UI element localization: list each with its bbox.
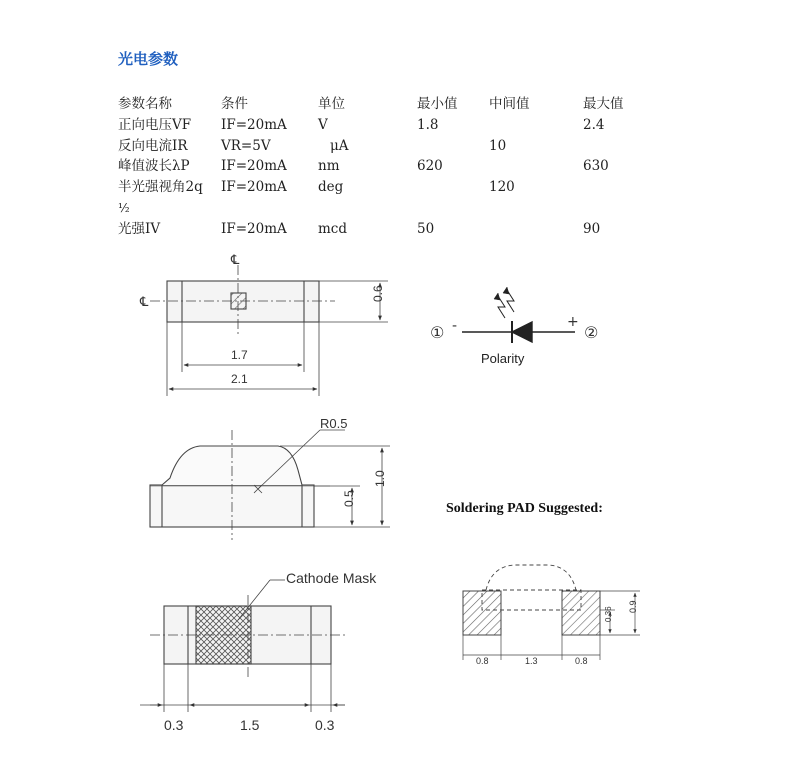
bottom-view-drawing: [140, 580, 345, 712]
header-max: 最大值: [583, 96, 624, 112]
header-min: 最小值: [417, 96, 458, 112]
radius-label: R0.5: [320, 416, 348, 431]
cell-param: 半光强视角2q: [118, 179, 203, 196]
cell-condition: IF=20mA: [221, 158, 287, 175]
cell-param: 光强IV: [118, 220, 161, 237]
centerline-symbol-left: ℄: [140, 294, 149, 309]
cell-param: 峰值波长λP: [118, 158, 190, 175]
plus-sign: +: [567, 314, 579, 330]
cell-unit: deg: [318, 179, 344, 196]
pad-dim-0.36: 0.36: [604, 606, 613, 622]
cell-unit: μA: [330, 137, 349, 154]
cell-typ: 120: [489, 179, 515, 196]
cell-min: 620: [417, 158, 443, 175]
pad-dim-0.9: 0.9: [628, 600, 638, 613]
polarity-label: Polarity: [481, 351, 525, 366]
dim-0.6: 0.6: [371, 285, 385, 302]
minus-sign: -: [452, 318, 458, 334]
cell-unit: V: [318, 116, 328, 133]
header-condition: 条件: [221, 96, 248, 112]
cell-typ: 10: [489, 137, 507, 154]
dim-1.5: 1.5: [240, 717, 260, 733]
pad-dim-1.3: 1.3: [525, 656, 538, 666]
side-view-drawing: [150, 430, 390, 540]
cell-max: 90: [583, 220, 601, 237]
pin2-symbol: ②: [584, 323, 599, 342]
section-title: 光电参数: [118, 50, 179, 68]
dim-1.7: 1.7: [231, 348, 248, 362]
pad-dim-0.8-left: 0.8: [476, 656, 489, 666]
dim-1.0: 1.0: [373, 470, 387, 487]
cell-min: 50: [417, 220, 435, 237]
header-unit: 单位: [318, 96, 345, 112]
cell-condition: IF=20mA: [221, 179, 287, 196]
dim-2.1: 2.1: [231, 372, 248, 386]
cell-min: 1.8: [417, 116, 439, 133]
dim-0.5: 0.5: [342, 490, 356, 507]
soldering-pad-title: Soldering PAD Suggested:: [446, 501, 603, 516]
header-param: 参数名称: [118, 96, 172, 112]
centerline-symbol-top: ℄: [231, 252, 240, 267]
cell-unit: mcd: [318, 220, 348, 237]
pin1-symbol: ①: [430, 323, 445, 342]
dim-0.3-right: 0.3: [315, 717, 335, 733]
pad-dim-0.8-right: 0.8: [575, 656, 588, 666]
polarity-diode-symbol: [462, 287, 575, 343]
soldering-pad-drawing: [463, 565, 640, 660]
header-typ: 中间值: [489, 96, 530, 112]
cell-condition: IF=20mA: [221, 116, 287, 133]
dim-0.3-left: 0.3: [164, 717, 184, 733]
top-view-drawing: [150, 265, 388, 396]
cathode-mask-label: Cathode Mask: [286, 570, 377, 586]
cell-condition: VR=5V: [221, 137, 271, 154]
wrapped-param-suffix: ½: [118, 200, 130, 215]
cell-unit: nm: [318, 158, 340, 175]
cell-param: 正向电压VF: [118, 116, 192, 133]
cell-max: 630: [583, 158, 609, 175]
cell-max: 2.4: [583, 116, 605, 133]
cell-param: 反向电流IR: [118, 137, 188, 154]
cell-condition: IF=20mA: [221, 220, 287, 237]
